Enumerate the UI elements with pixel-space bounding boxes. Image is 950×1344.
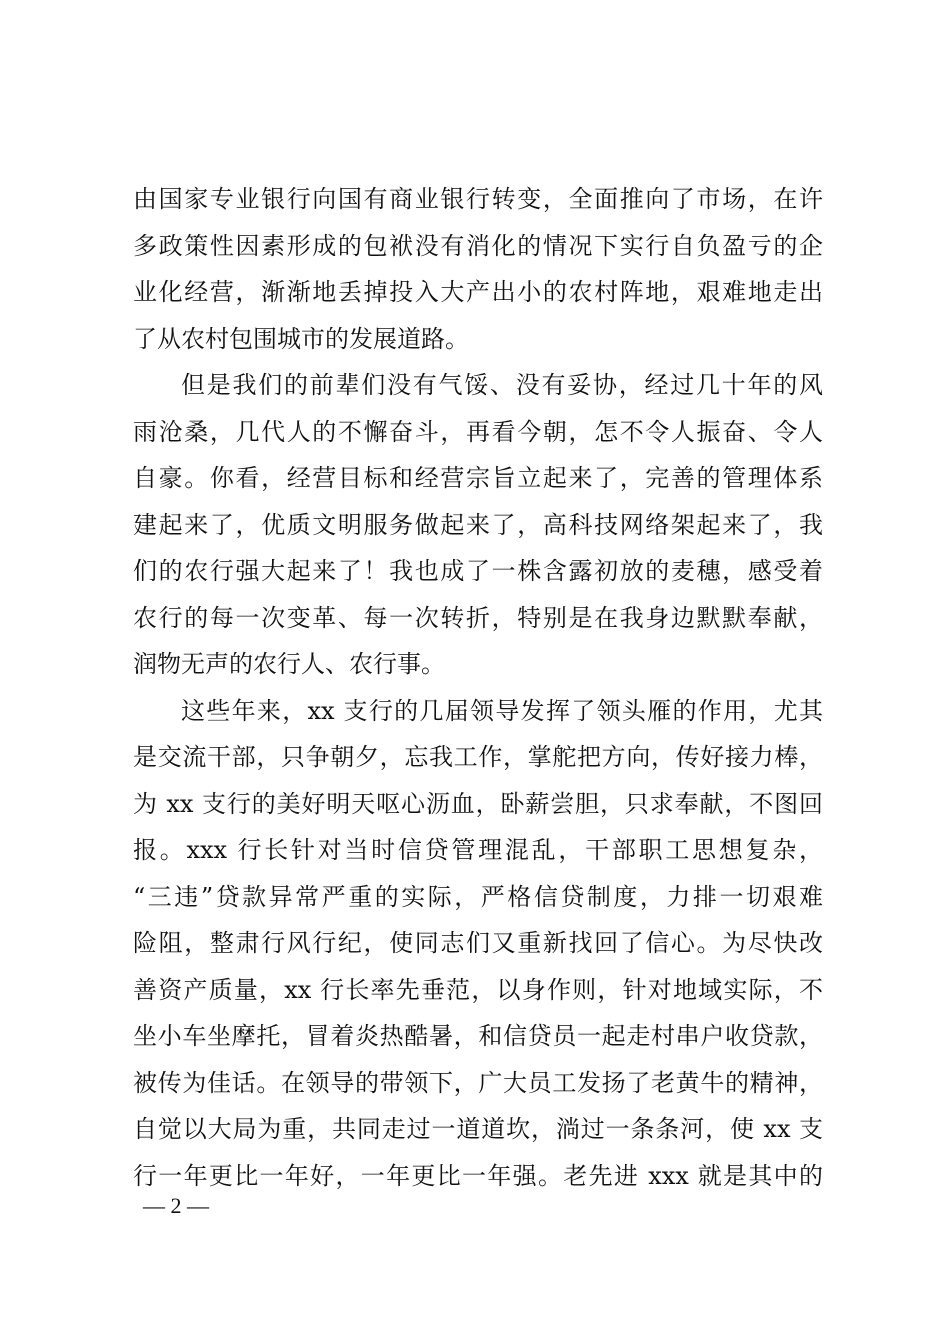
text-line: 农行的每一次变革、每一次转折，特别是在我身边默默奉献， xyxy=(133,603,823,632)
text-line: 们的农行强大起来了！我也成了一株含露初放的麦穗，感受着 xyxy=(133,557,823,585)
text-line: 被传为佳话。在领导的带领下，广大员工发扬了老黄牛的精神， xyxy=(133,1068,823,1097)
text-line: 报。xxx 行长针对当时信贷管理混乱，干部职工思想复杂， xyxy=(133,836,823,864)
document-body xyxy=(133,176,823,1199)
text-line: 行一年更比一年好，一年更比一年强。老先进 xxx 就是其中的 xyxy=(133,1161,823,1190)
text-line: 业化经营，渐渐地丢掉投入大产出小的农村阵地，艰难地走出 xyxy=(133,278,823,306)
text-line: 是交流干部，只争朝夕，忘我工作，掌舵把方向，传好接力棒， xyxy=(133,743,823,771)
page-number: — 2 — xyxy=(143,1193,209,1218)
text-line: 这些年来，xx 支行的几届领导发挥了领头雁的作用，尤其 xyxy=(181,696,823,725)
text-line: 自觉以大局为重，共同走过一道道坎，淌过一条条河，使 xx 支 xyxy=(133,1115,823,1143)
text-line: 建起来了，优质文明服务做起来了，高科技网络架起来了，我 xyxy=(133,510,823,539)
text-line: 但是我们的前辈们没有气馁、没有妥协，经过几十年的风 xyxy=(181,371,823,399)
paragraph xyxy=(133,688,823,1200)
text-line: 由国家专业银行向国有商业银行转变，全面推向了市场，在许 xyxy=(133,185,823,213)
text-line: 雨沧桑，几代人的不懈奋斗，再看今朝，怎不令人振奋、令人 xyxy=(133,417,823,446)
text-line: 善资产质量，xx 行长率先垂范，以身作则，针对地域实际，不 xyxy=(133,975,823,1004)
paragraph xyxy=(133,362,823,688)
text-line: 为 xx 支行的美好明天呕心沥血，卧薪尝胆，只求奉献，不图回 xyxy=(133,789,823,818)
text-line: 坐小车坐摩托，冒着炎热酷暑，和信贷员一起走村串户收贷款， xyxy=(133,1022,823,1050)
text-line: 了从农村包围城市的发展道路。 xyxy=(133,324,469,353)
text-line: 多政策性因素形成的包袱没有消化的情况下实行自负盈亏的企 xyxy=(133,231,823,260)
text-line: “三违”贷款异常严重的实际，严格信贷制度，力排一切艰难 xyxy=(133,882,823,911)
text-line: 润物无声的农行人、农行事。 xyxy=(133,650,445,678)
paragraph xyxy=(133,176,823,362)
text-line: 险阻，整肃行风行纪，使同志们又重新找回了信心。为尽快改 xyxy=(133,929,823,957)
text-line: 自豪。你看，经营目标和经营宗旨立起来了，完善的管理体系 xyxy=(133,464,823,492)
